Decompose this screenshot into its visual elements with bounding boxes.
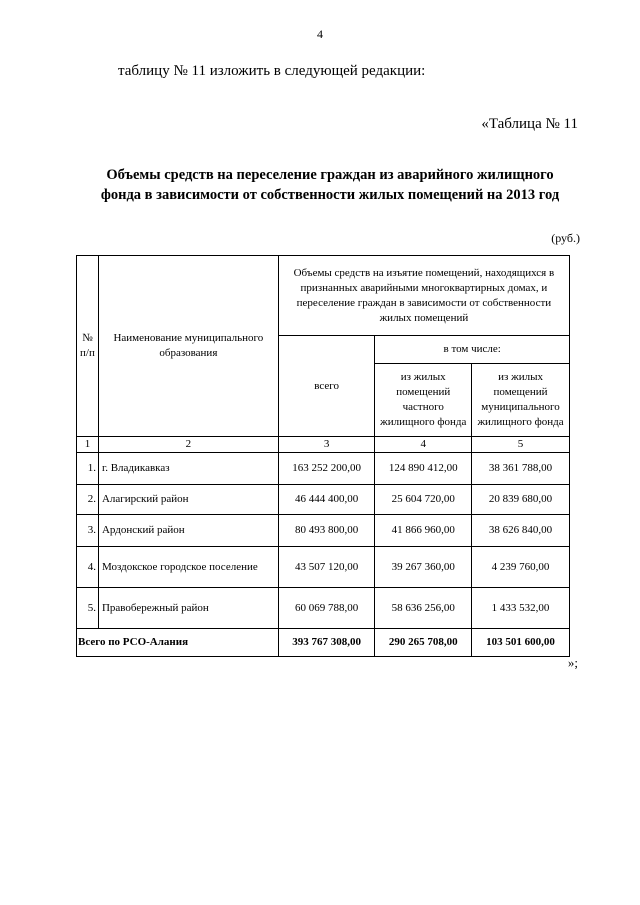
- column-number: 1: [77, 437, 99, 453]
- row-municipal: 38 626 840,00: [472, 515, 570, 547]
- table-title-line-2: фонда в зависимости от собственности жилых помещений на 2013 год: [100, 187, 560, 203]
- header-total: всего: [278, 336, 375, 437]
- table-title: [60, 165, 600, 205]
- row-private: 58 636 256,00: [375, 588, 472, 629]
- row-private: 25 604 720,00: [375, 485, 472, 515]
- column-number: 2: [98, 437, 278, 453]
- column-number: 4: [375, 437, 472, 453]
- row-municipal: 20 839 680,00: [472, 485, 570, 515]
- row-number: 5.: [77, 588, 99, 629]
- header-num: № п/п: [77, 256, 99, 437]
- row-private: 124 890 412,00: [375, 453, 472, 485]
- table-title-line-1: Объемы средств на переселение граждан из аварийного жилищного: [106, 167, 554, 183]
- row-municipality: Моздокское городское поселение: [98, 547, 278, 588]
- column-number-row: [77, 437, 570, 453]
- row-total: 46 444 400,00: [278, 485, 375, 515]
- total-label: Всего по РСО-Алания: [77, 629, 279, 657]
- row-municipality: Правобережный район: [98, 588, 278, 629]
- table-row: [77, 588, 570, 629]
- grand-total: 393 767 308,00: [278, 629, 375, 657]
- column-number: 3: [278, 437, 375, 453]
- row-total: 80 493 800,00: [278, 515, 375, 547]
- unit-label: (руб.): [551, 231, 580, 245]
- funding-table: [76, 255, 570, 657]
- intro-text: таблицу № 11 изложить в следующей редакции:: [118, 63, 426, 79]
- table-row: [77, 515, 570, 547]
- row-number: 4.: [77, 547, 99, 588]
- table-reference: «Таблица № 11: [481, 116, 578, 132]
- row-municipal: 38 361 788,00: [472, 453, 570, 485]
- row-number: 1.: [77, 453, 99, 485]
- row-municipality: г. Владикавказ: [98, 453, 278, 485]
- closing-quote: »;: [567, 655, 578, 670]
- total-row: [77, 629, 570, 657]
- row-total: 163 252 200,00: [278, 453, 375, 485]
- header-municipal: из жилых помещений муниципального жилищного фонда: [472, 364, 570, 437]
- column-number: 5: [472, 437, 570, 453]
- row-municipality: Алагирский район: [98, 485, 278, 515]
- row-municipality: Ардонский район: [98, 515, 278, 547]
- row-municipal: 1 433 532,00: [472, 588, 570, 629]
- table-row: [77, 453, 570, 485]
- row-private: 41 866 960,00: [375, 515, 472, 547]
- header-private: из жилых помещений частного жилищного фонда: [375, 364, 472, 437]
- row-private: 39 267 360,00: [375, 547, 472, 588]
- table-row: [77, 485, 570, 515]
- header-volumes: Объемы средств на изъятие помещений, находящихся в признанных аварийными многоквартирных домах, и переселение граждан в зависимости от собственности жилых помещений: [278, 256, 569, 336]
- header-name: Наименование муниципального образования: [98, 256, 278, 437]
- row-number: 2.: [77, 485, 99, 515]
- header-including: в том числе:: [375, 336, 570, 364]
- row-municipal: 4 239 760,00: [472, 547, 570, 588]
- header-row-1: [77, 256, 570, 336]
- grand-total-private: 290 265 708,00: [375, 629, 472, 657]
- row-number: 3.: [77, 515, 99, 547]
- page-number: 4: [317, 27, 323, 41]
- table-row: [77, 547, 570, 588]
- row-total: 60 069 788,00: [278, 588, 375, 629]
- grand-total-municipal: 103 501 600,00: [472, 629, 570, 657]
- row-total: 43 507 120,00: [278, 547, 375, 588]
